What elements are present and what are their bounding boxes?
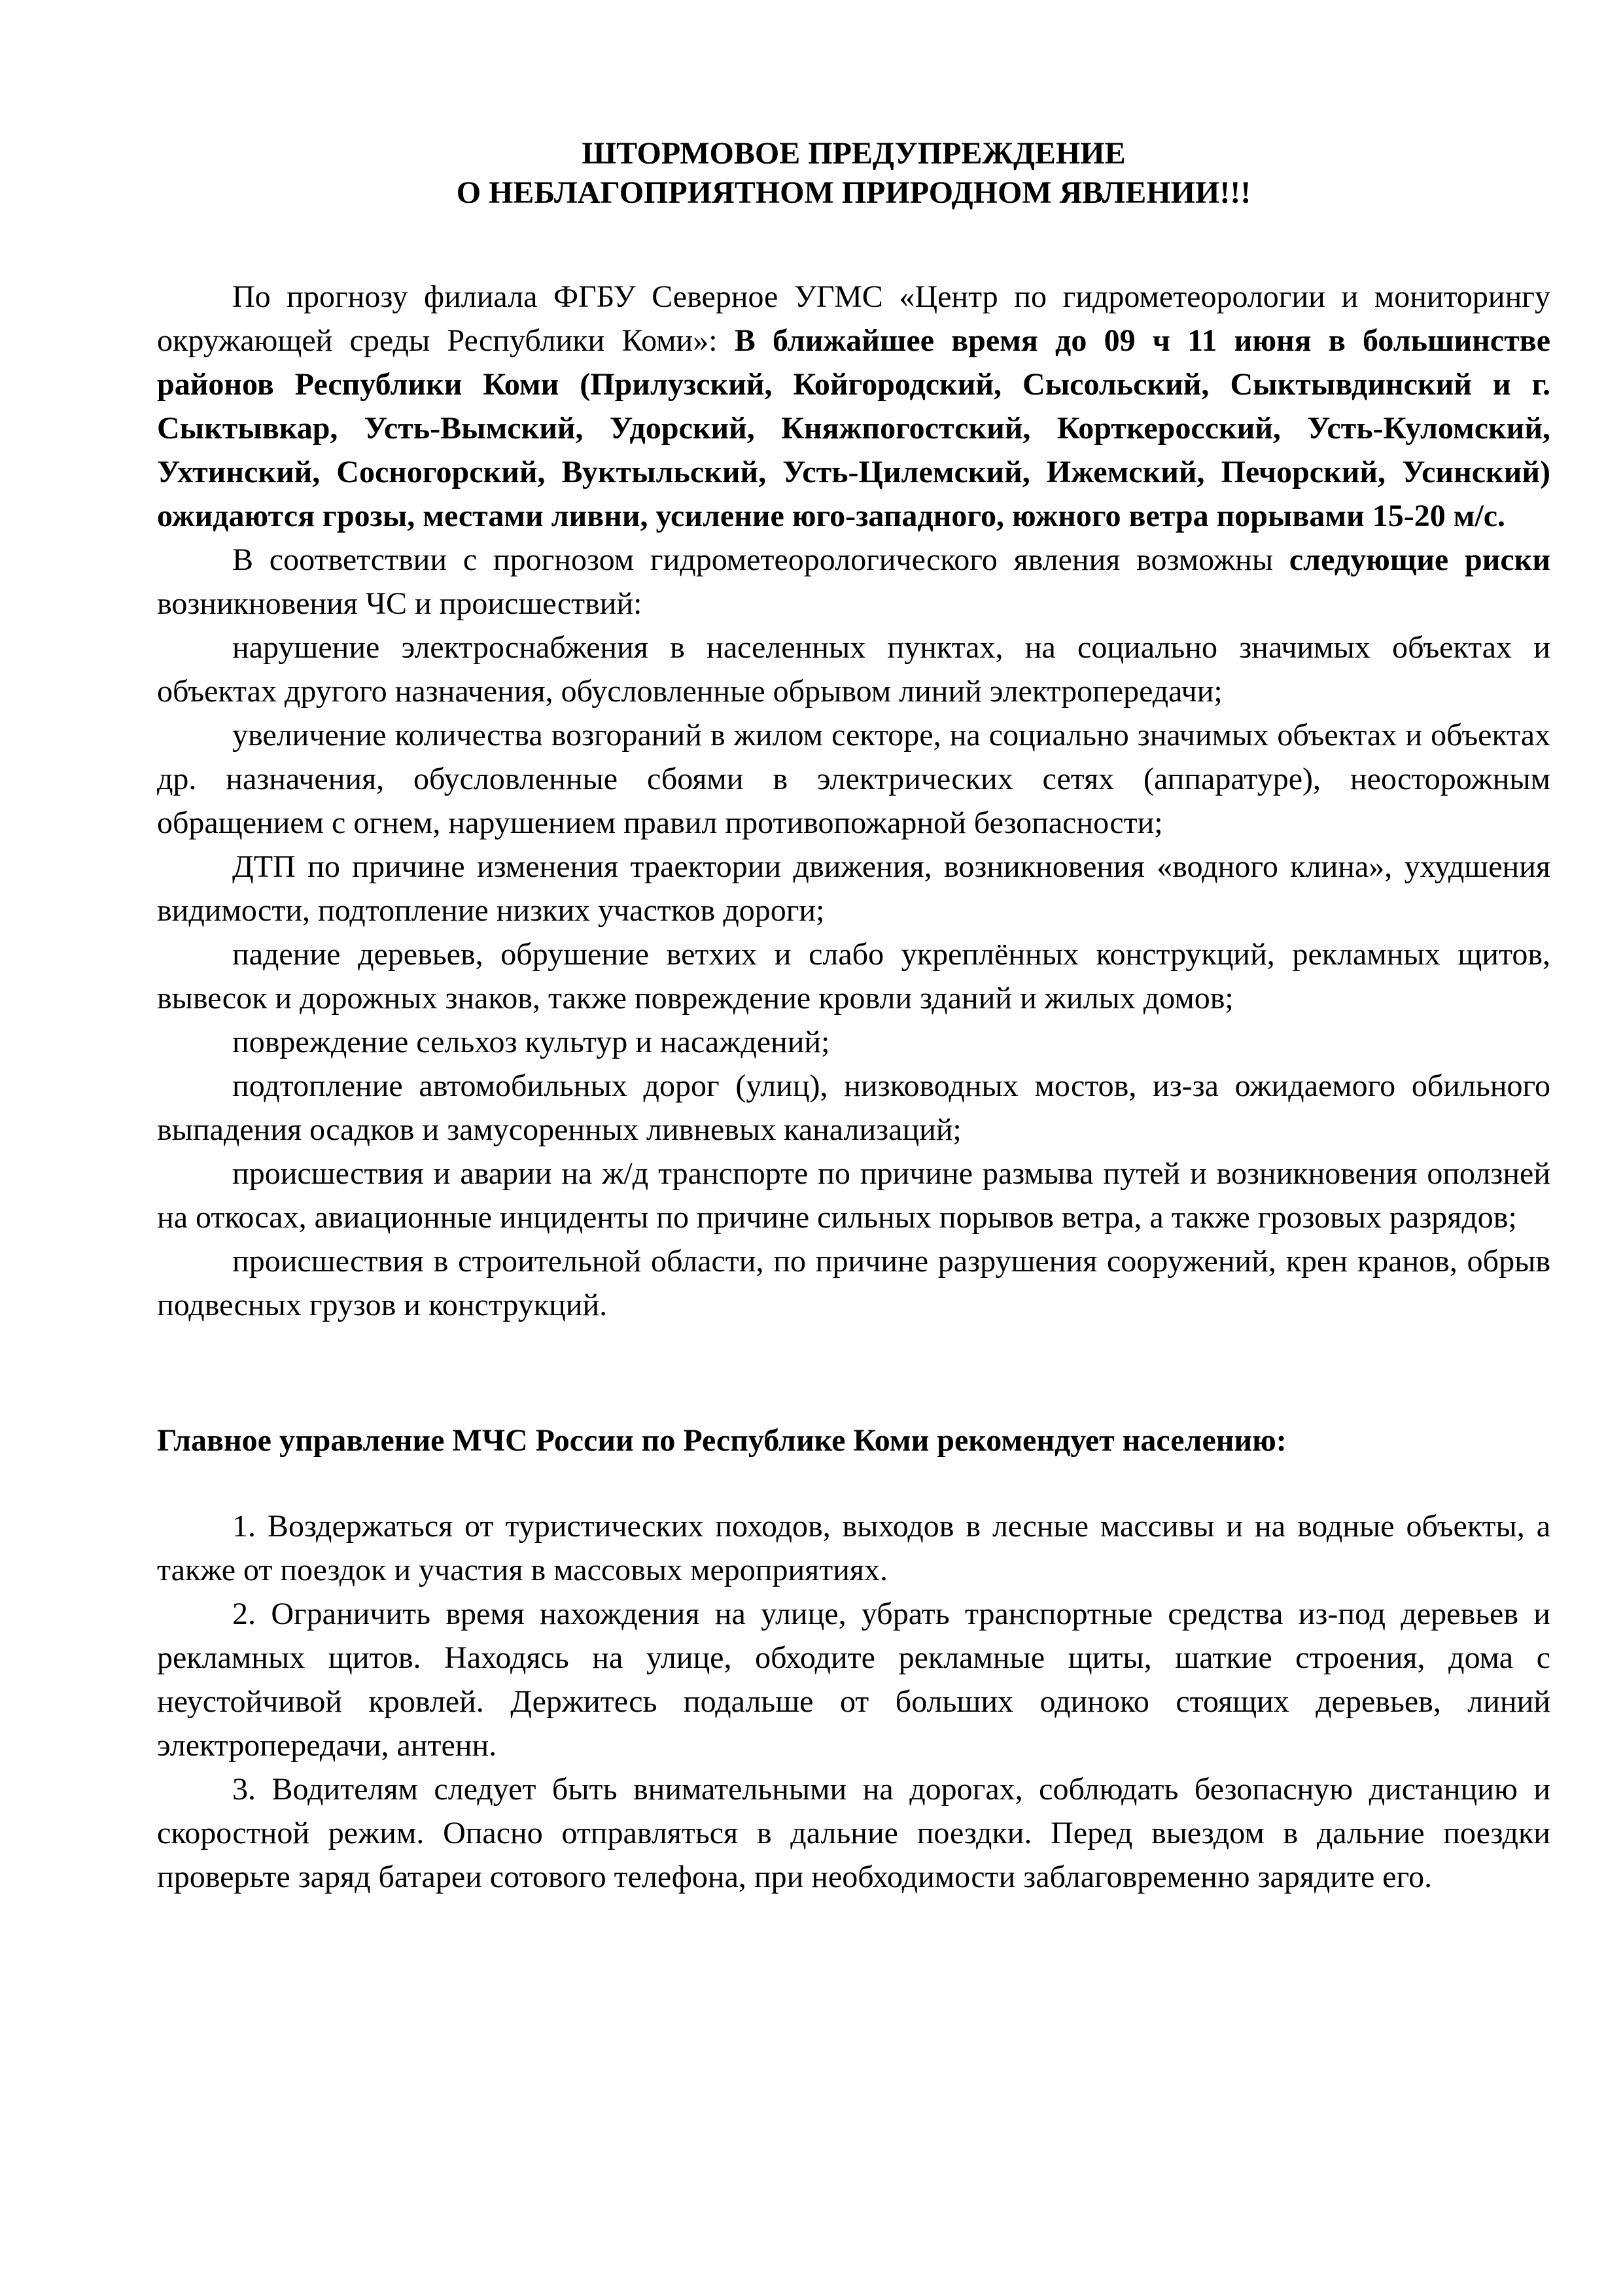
recommendation-item: 3. Водителям следует быть внимательными на дорогах, соблюдать безопасную дистанцию и скоростной режим. Опасно отправляться в дальние поездки. Перед выездом в дальние поездки проверьте заряд батареи сотового телефона, при необходимости заблаговременно зарядите его. — [157, 1772, 1550, 1894]
risks-intro-paragraph — [157, 538, 1550, 626]
document-page — [157, 134, 1550, 1899]
risk-item: увеличение количества возгораний в жилом секторе, на социально значимых объектах и объектах др. назначения, обусловленные сбоями в электрических сетях (аппаратуре), неосторожным обращением с огнем, нарушением правил противопожарной безопасности; — [157, 718, 1550, 840]
risk-item: происшествия в строительной области, по причине разрушения сооружений, крен кранов, обрыв подвесных грузов и конструкций. — [157, 1244, 1550, 1322]
risk-item: повреждение сельхоз культур и насаждений; — [232, 1025, 830, 1059]
recommendation-item: 2. Ограничить время нахождения на улице, убрать транспортные средства из-под деревьев и рекламных щитов. Находясь на улице, обходите рекламные щиты, шаткие строения, дома с неустойчивой кровлей. Держитесь подальше от больших одиноко стоящих деревьев, линий электропередачи, антенн. — [157, 1597, 1550, 1763]
risks-intro-lead: В соответствии с прогнозом гидрометеорологического явления возможны — [232, 542, 1289, 577]
risk-item: происшествия и аварии на ж/д транспорте по причине размыва путей и возникновения оползней на откосах, авиационные инциденты по причине сильных порывов ветра, а также грозовых разрядов; — [157, 1156, 1550, 1235]
risks-intro-tail: возникновения ЧС и происшествий: — [157, 586, 642, 621]
risk-item: ДТП по причине изменения траектории движения, возникновения «водного клина», ухудшения видимости, подтопление низких участков дороги; — [157, 849, 1550, 928]
document-title — [157, 134, 1550, 213]
forecast-paragraph — [157, 275, 1550, 538]
risk-item: подтопление автомобильных дорог (улиц), низководных мостов, из-за ожидаемого обильного выпадения осадков и замусоренных ливневых канализаций; — [157, 1069, 1550, 1147]
title-line-2: О НЕБЛАГОПРИЯТНОМ ПРИРОДНОМ ЯВЛЕНИИ!!! — [456, 175, 1251, 210]
risk-item: нарушение электроснабжения в населенных пунктах, на социально значимых объектах и объектах другого назначения, обусловленные обрывом линий электропередачи; — [157, 630, 1550, 709]
forecast-bold-text: В ближайшее время до 09 ч 11 июня в большинстве районов Республики Коми (Прилузский, Койгородский, Сысольский, Сыктывдинский и г. Сыктывкар, Усть-Вымский, Удорский, Княжпогостский, Корткеросский, Усть-Куломский, Ухтинский, Сосногорский, Вуктыльский, Усть-Цилемский, Ижемский, Печорский, Усинский) ожидаются грозы, местами ливни, усиление юго-западного, южного ветра порывами 15-20 м/с. — [157, 323, 1550, 533]
risks-intro-bold: следующие риски — [1289, 542, 1550, 577]
recommendations-heading: Главное управление МЧС России по Республике Коми рекомендует населению: — [157, 1423, 1287, 1458]
recommendation-item: 1. Воздержаться от туристических походов, выходов в лесные массивы и на водные объекты, а также от поездок и участия в массовых мероприятиях. — [157, 1509, 1550, 1587]
forecast-lead-text: По прогнозу филиала ФГБУ Северное УГМС «Центр по гидрометеорологии и мониторингу окружающей среды Республики Коми»: — [157, 279, 1550, 358]
title-line-1: ШТОРМОВОЕ ПРЕДУПРЕЖДЕНИЕ — [582, 136, 1126, 171]
risk-item: падение деревьев, обрушение ветхих и слабо укреплённых конструкций, рекламных щитов, вывесок и дорожных знаков, также повреждение кровли зданий и жилых домов; — [157, 937, 1550, 1016]
